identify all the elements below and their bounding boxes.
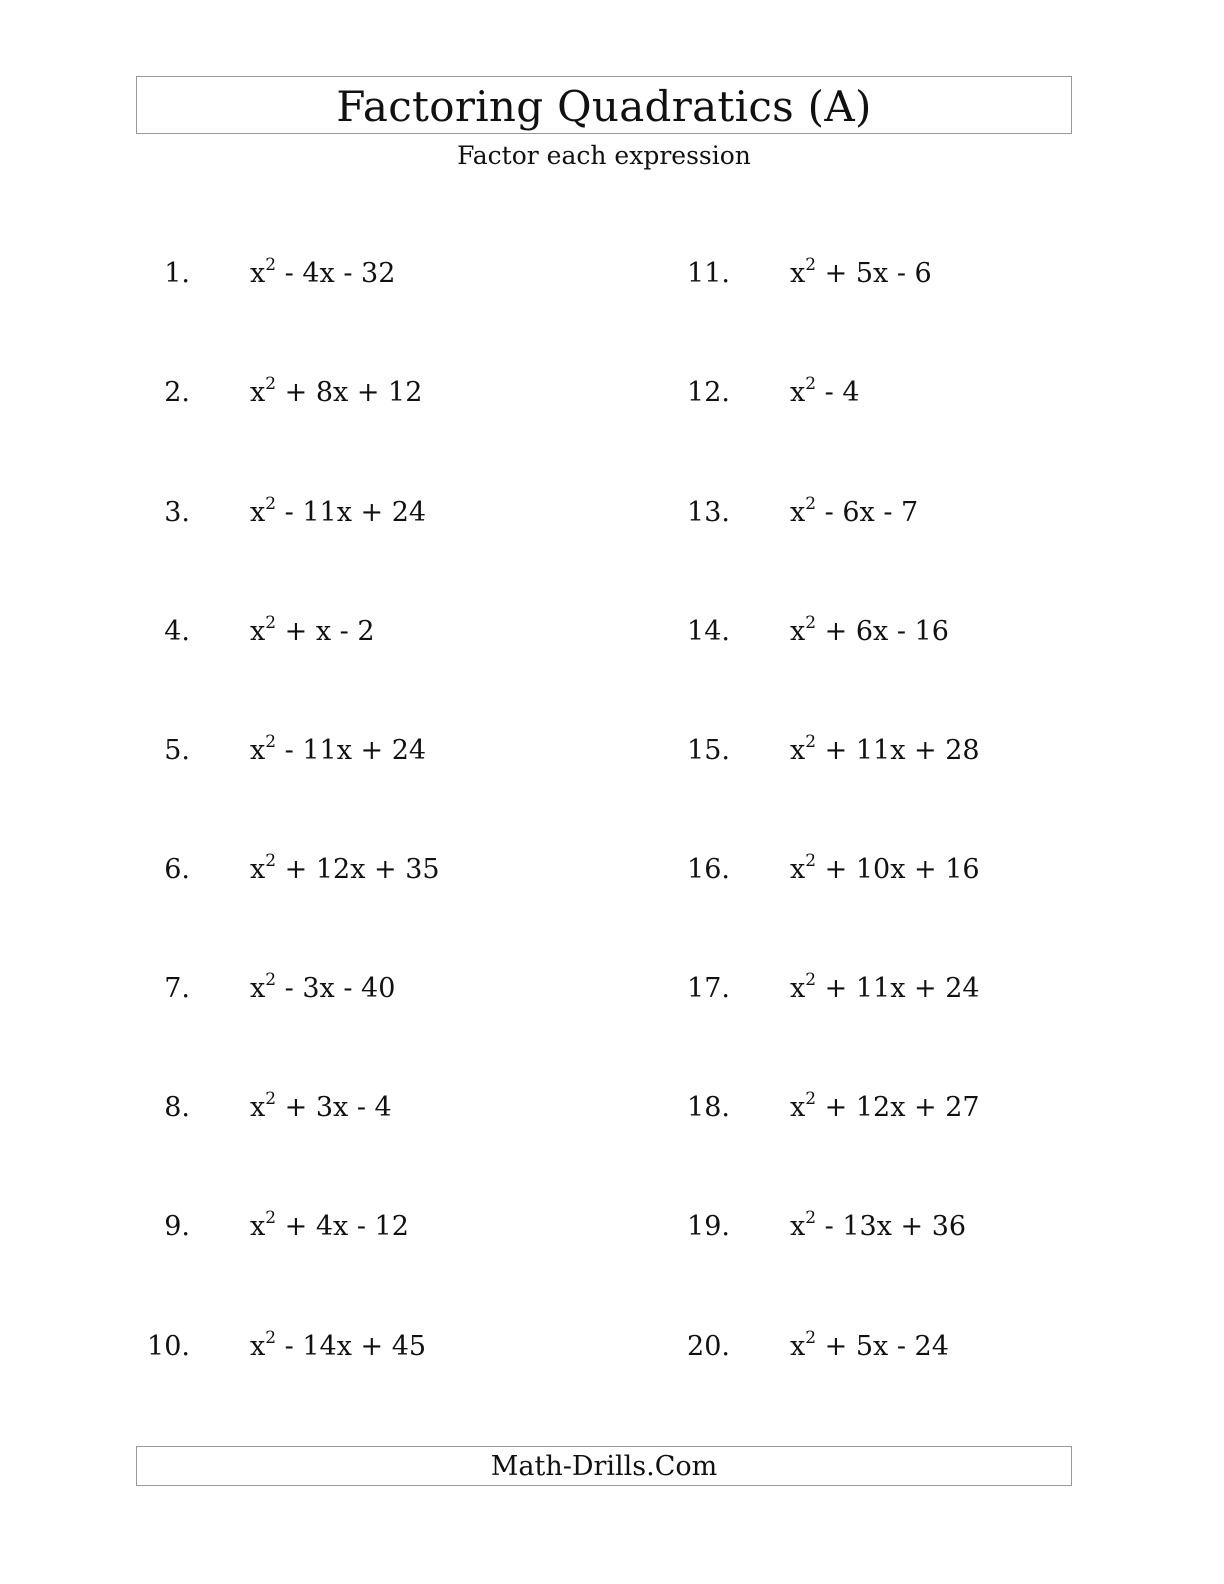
problem-number: 12. bbox=[687, 377, 730, 408]
problem-number: 1. bbox=[164, 258, 190, 289]
problem-number: 16. bbox=[687, 854, 730, 885]
problem-expression: $x^2 + 4x - 12$ bbox=[250, 1208, 409, 1242]
problem-expression: $x^2 - 11x + 24$ bbox=[250, 732, 427, 766]
problem-expression: $x^2 - 4$ bbox=[790, 374, 860, 408]
problem-expression: $x^2 + 11x + 24$ bbox=[790, 970, 980, 1004]
problem-number: 6. bbox=[164, 854, 190, 885]
problem-number: 17. bbox=[687, 973, 730, 1004]
problem-number: 5. bbox=[164, 735, 190, 766]
problem-number: 9. bbox=[164, 1211, 190, 1242]
problem-number: 8. bbox=[164, 1092, 190, 1123]
problem-number: 2. bbox=[164, 377, 190, 408]
page-subtitle: Factor each expression bbox=[457, 141, 751, 170]
problem-number: 13. bbox=[687, 497, 730, 528]
problem-expression: $x^2 - 3x - 40$ bbox=[250, 970, 396, 1004]
problem-number: 10. bbox=[147, 1331, 190, 1362]
problem-expression: $x^2 + 10x + 16$ bbox=[790, 851, 980, 885]
problem-expression: $x^2 - 6x - 7$ bbox=[790, 494, 919, 528]
problem-number: 19. bbox=[687, 1211, 730, 1242]
problem-expression: $x^2 + 12x + 35$ bbox=[250, 851, 440, 885]
problem-number: 14. bbox=[687, 616, 730, 647]
problem-number: 15. bbox=[687, 735, 730, 766]
problem-expression: $x^2 + x - 2$ bbox=[250, 613, 375, 647]
footer-credit: Math-Drills.Com bbox=[490, 1451, 718, 1482]
problem-expression: $x^2 + 8x + 12$ bbox=[250, 374, 423, 408]
problem-number: 3. bbox=[164, 497, 190, 528]
problem-number: 18. bbox=[687, 1092, 730, 1123]
problem-expression: $x^2 + 6x - 16$ bbox=[790, 613, 949, 647]
problem-expression: $x^2 + 12x + 27$ bbox=[790, 1089, 980, 1123]
problem-expression: $x^2 + 3x - 4$ bbox=[250, 1089, 392, 1123]
problem-expression: $x^2 - 13x + 36$ bbox=[790, 1208, 967, 1242]
problem-expression: $x^2 - 11x + 24$ bbox=[250, 494, 427, 528]
problem-expression: $x^2 + 11x + 28$ bbox=[790, 732, 980, 766]
problem-number: 11. bbox=[687, 258, 730, 289]
problem-expression: $x^2 + 5x - 6$ bbox=[790, 255, 932, 289]
page-title: Factoring Quadratics (A) bbox=[336, 82, 872, 131]
problem-expression: $x^2 - 14x + 45$ bbox=[250, 1328, 427, 1362]
problem-number: 20. bbox=[687, 1331, 730, 1362]
problem-expression: $x^2 - 4x - 32$ bbox=[250, 255, 396, 289]
problem-number: 7. bbox=[164, 973, 190, 1004]
problem-expression: $x^2 + 5x - 24$ bbox=[790, 1328, 949, 1362]
problem-number: 4. bbox=[164, 616, 190, 647]
